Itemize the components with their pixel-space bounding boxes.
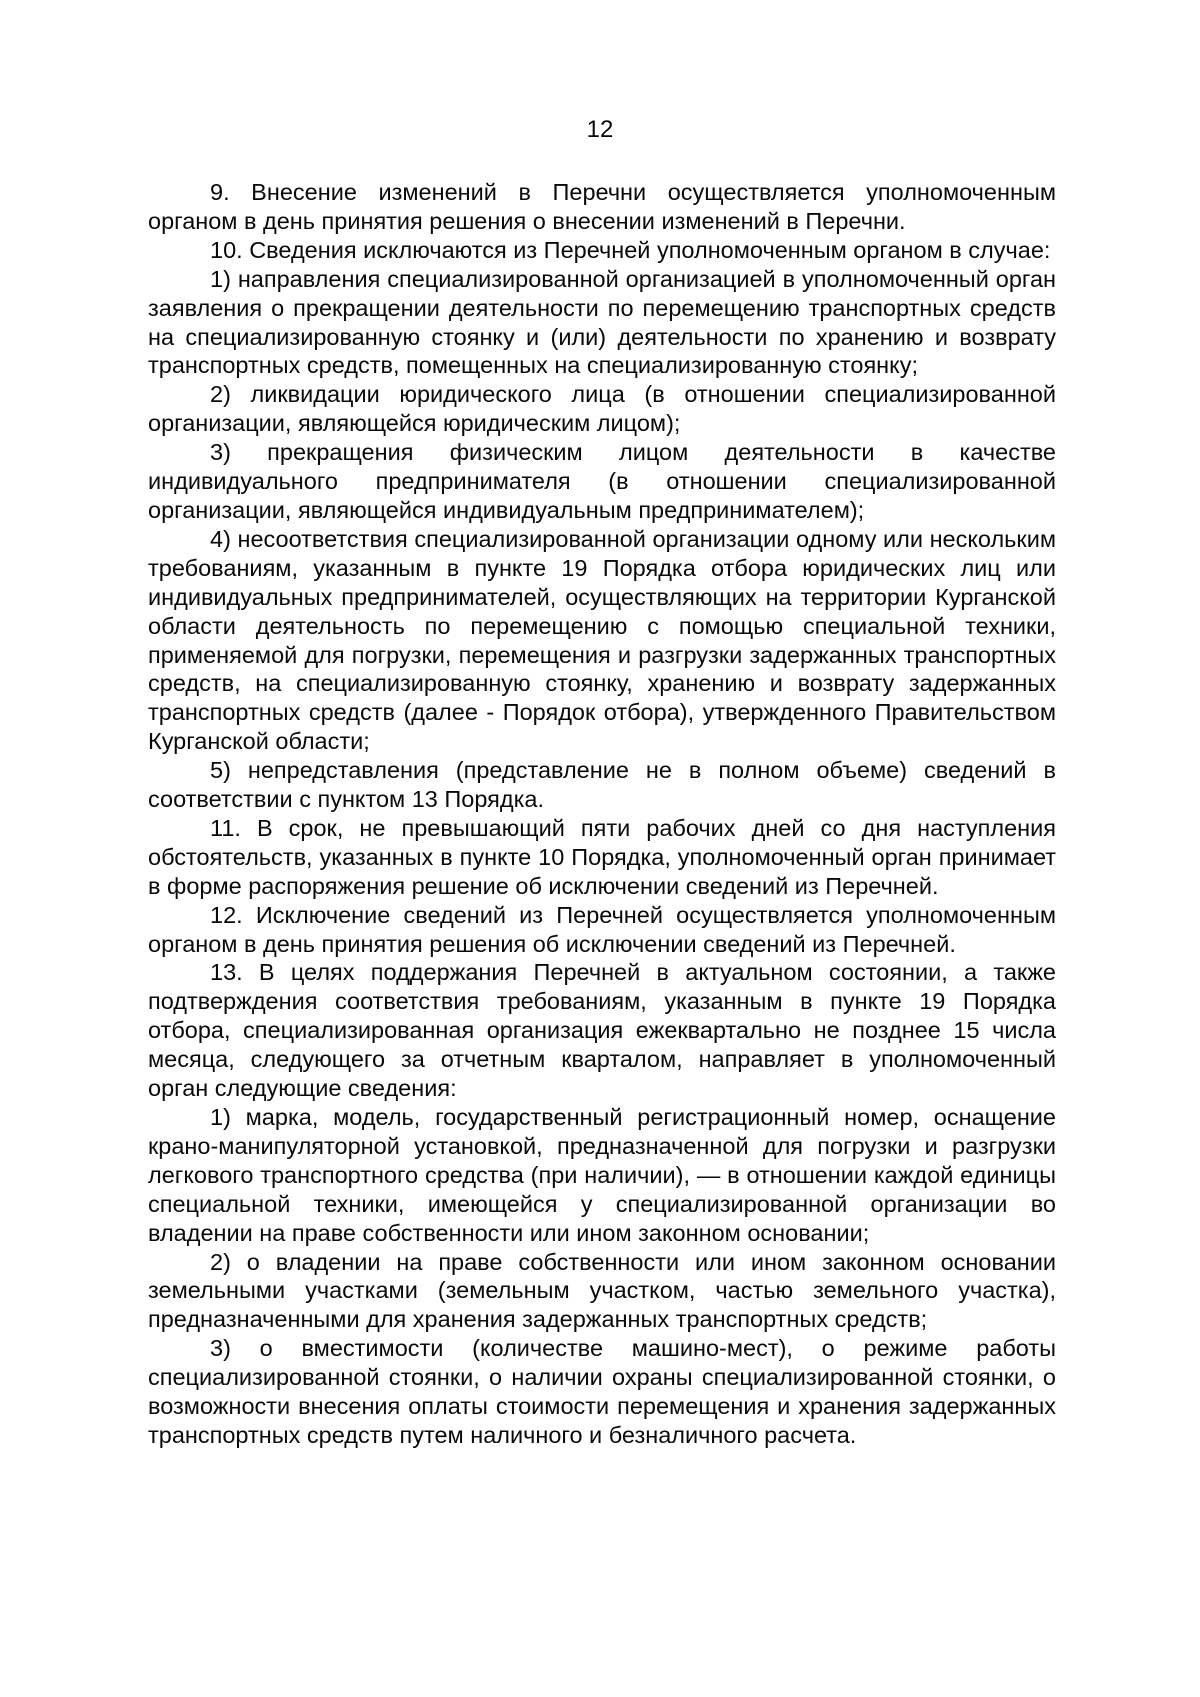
page-number: 12 (586, 116, 614, 143)
paragraph-10-item-4: 4) несоответствия специализированной организации одному или нескольким требованиям, указанным в пункте 19 Порядка отбора юридических лиц или индивидуальных предпринимателей, осуществляющих на территории Курганской области деятельность по перемещению с помощью специальной техники, применяемой для погрузки, перемещения и разгрузки задержанных транспортных средств, на специализированную стоянку, хранению и возврату задержанных транспортных средств (далее - Порядок отбора), утвержденного Правительством Курганской области; (148, 525, 1056, 755)
paragraph-10-item-2: 2) ликвидации юридического лица (в отношении специализированной организации, являющейся юридическим лицом); (148, 381, 1056, 437)
paragraph-10-item-5: 5) непредставления (представление не в полном объеме) сведений в соответствии с пунктом 13 Порядка. (148, 757, 1056, 813)
paragraph-10-item-1: 1) направления специализированной организацией в уполномоченный орган заявления о прекращении деятельности по перемещению транспортных средств на специализированную стоянку и (или) деятельности по хранению и возврату транспортных средств, помещенных на специализированную стоянку; (148, 265, 1056, 379)
paragraph-10: 10. Сведения исключаются из Перечней уполномоченным органом в случае: (210, 236, 1051, 263)
paragraph-10-item-3: 3) прекращения физическим лицом деятельности в качестве индивидуального предпринимателя (в отношении специализированной организации, являющейся индивидуальным предпринимателем); (148, 439, 1056, 523)
paragraph-13-item-3: 3) о вместимости (количестве машино-мест), о режиме работы специализированной стоянки, о наличии охраны специализированной стоянки, о возможности внесения оплаты стоимости перемещения и хранения задержанных транспортных средств путем наличного и безналичного расчета. (148, 1335, 1056, 1448)
paragraph-13: 13. В целях поддержания Перечней в актуальном состоянии, а также подтверждения соответствия требованиям, указанным в пункте 19 Порядка отбора, специализированная организация ежеквартально не позднее 15 числа месяца, следующего за отчетным кварталом, направляет в уполномоченный орган следующие сведения: (148, 959, 1056, 1102)
paragraph-9: 9. Внесение изменений в Перечни осуществляется уполномоченным органом в день принятия решения о внесении изменений в Перечни. (148, 179, 1056, 234)
paragraph-13-item-2: 2) о владении на праве собственности или ином законном основании земельными участками (земельным участком, частью земельного участка), предназначенными для хранения задержанных транспортных средств; (148, 1248, 1056, 1333)
paragraph-11: 11. В срок, не превышающий пяти рабочих дней со дня наступления обстоятельств, указанных в пункте 10 Порядка, уполномоченный орган принимает в форме распоряжения решение об исключении сведений из Перечней. (148, 814, 1056, 899)
paragraph-12: 12. Исключение сведений из Перечней осуществляется уполномоченным органом в день принятия решения об исключении сведений из Перечней. (148, 901, 1056, 957)
document-body (148, 178, 1056, 1450)
paragraph-13-item-1: 1) марка, модель, государственный регистрационный номер, оснащение крано-манипуляторной установкой, предназначенной для погрузки и разгрузки легкового транспортного средства (при наличии), — в отношении каждой единицы специальной техники, имеющейся у специализированной организации во владении на праве собственности или ином законном основании; (148, 1104, 1056, 1246)
